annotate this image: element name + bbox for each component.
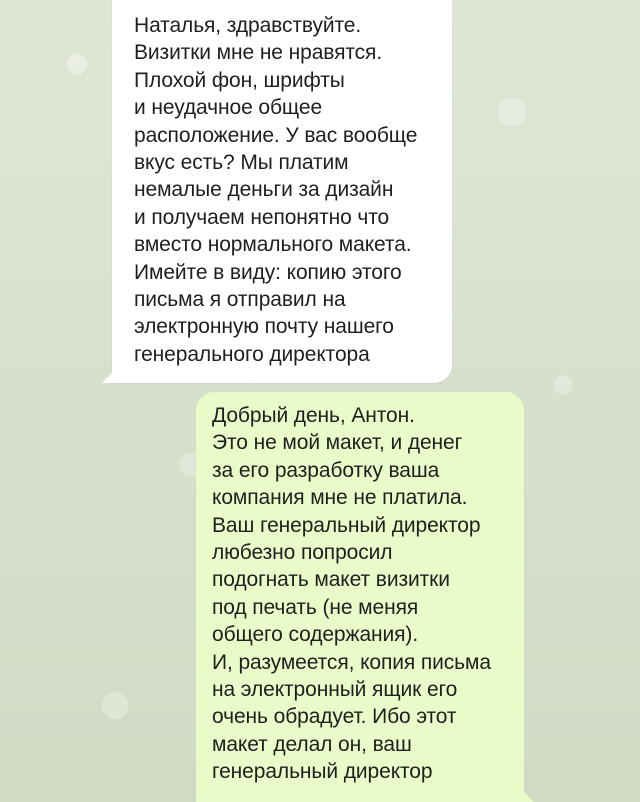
message-bubble-incoming[interactable]: Наталья, здравствуйте. Визитки мне не нравятся. Плохой фон, шрифты и неудачное общее расположение. У вас вообще вкус есть? Мы платим немалые деньги за дизайн и получаем непонятно что вместо нормального макета. Имейте в виду: копию этого письма я отправил на электронную почту нашего генерального директора [112,0,452,383]
message-bubble-outgoing[interactable]: Добрый день, Антон. Это не мой макет, и денег за его разработку ваша компания мне не платила. Ваш генеральный директор любезно попросил подогнать макет визитки под печать (не меняя общего содержания). И, разумеется, копия письма на электронный ящик его очень обрадует. Ибо этот макет делал он, ваш генеральный директор [196,392,524,802]
